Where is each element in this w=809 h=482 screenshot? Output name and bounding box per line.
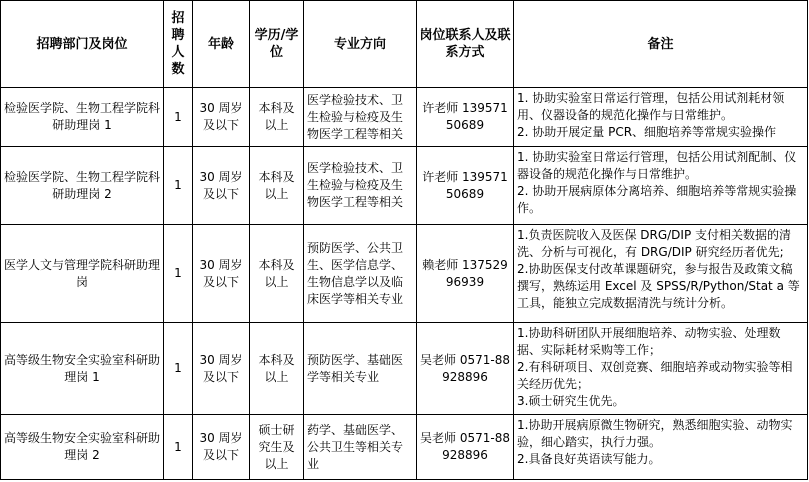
note-line: 2.协助医保支付改革课题研究，参与报告及政策文稿撰写，熟练运用 Excel 及 SPSS/R/Python/Stat a 等工具，能独立完成数据清洗与统计分析。 — [517, 262, 800, 310]
row-dept: 高等级生物安全实验室科研助理岗 2 — [1, 415, 164, 480]
row-major: 医学检验技术、卫生检验与检疫及生物医学工程等相关 — [304, 147, 417, 225]
row-age: 30 周岁及以下 — [193, 147, 250, 225]
note-line: 1.协助开展病原微生物研究，熟悉细胞实验、动物实验，细心踏实，执行力强。 — [517, 418, 793, 449]
row-contact: 许老师 13957150689 — [417, 147, 514, 225]
row-notes — [514, 147, 808, 225]
note-line: 2. 协助开展定量 PCR、细胞培养等常规实验操作 — [517, 125, 777, 139]
row-count: 1 — [164, 147, 193, 225]
row-age: 30 周岁及以下 — [193, 415, 250, 480]
row-notes — [514, 88, 808, 147]
note-line: 2.具备良好英语读写能力。 — [517, 452, 661, 466]
row-contact: 赖老师 13752996939 — [417, 225, 514, 323]
table-row — [1, 323, 808, 415]
row-age: 30 周岁及以下 — [193, 323, 250, 415]
row-edu: 本科及以上 — [250, 147, 304, 225]
note-line: 2. 协助开展病原体分离培养、细胞培养等常规实验操作。 — [517, 184, 797, 215]
row-notes — [514, 225, 808, 323]
row-dept: 检验医学院、生物工程学院科研助理岗 2 — [1, 147, 164, 225]
header-count: 招聘人数 — [164, 1, 193, 88]
table-row — [1, 147, 808, 225]
note-line: 1. 协助实验室日常运行管理，包括公用试剂配制、仪器设备的规范化操作与日常维护。 — [517, 150, 797, 181]
note-line: 3.硕士研究生优先。 — [517, 394, 625, 408]
row-major: 预防医学、公共卫生、医学信息学、生物信息学以及临床医学等相关专业 — [304, 225, 417, 323]
header-major: 专业方向 — [304, 1, 417, 88]
table-row — [1, 225, 808, 323]
row-notes — [514, 415, 808, 480]
row-count: 1 — [164, 88, 193, 147]
row-contact: 许老师 13957150689 — [417, 88, 514, 147]
note-line: 1.负责医院收入及医保 DRG/DIP 支付相关数据的清洗、分析与可视化，有 DRG/DIP 研究经历者优先; — [517, 228, 792, 259]
row-count: 1 — [164, 323, 193, 415]
row-age: 30 周岁及以下 — [193, 225, 250, 323]
table-row — [1, 88, 808, 147]
row-dept: 医学人文与管理学院科研助理岗 — [1, 225, 164, 323]
row-edu: 本科及以上 — [250, 225, 304, 323]
row-major: 药学、基础医学、公共卫生等相关专业 — [304, 415, 417, 480]
note-line: 2.有科研项目、双创竞赛、细胞培养或动物实验等相关经历优先； — [517, 360, 793, 391]
row-edu: 硕士研究生及以上 — [250, 415, 304, 480]
row-count: 1 — [164, 415, 193, 480]
row-edu: 本科及以上 — [250, 88, 304, 147]
row-contact: 吴老师 0571-88928896 — [417, 415, 514, 480]
note-line: 1.协助科研团队开展细胞培养、动物实验、处理数据、实际耗材采购等工作； — [517, 326, 781, 357]
note-line: 1. 协助实验室日常运行管理，包括公用试剂耗材领用、仪器设备的规范化操作与日常维护。 — [517, 91, 785, 122]
row-age: 30 周岁及以下 — [193, 88, 250, 147]
row-dept: 高等级生物安全实验室科研助理岗 1 — [1, 323, 164, 415]
row-contact: 吴老师 0571-88928896 — [417, 323, 514, 415]
header-row — [1, 1, 808, 88]
header-note: 备注 — [514, 1, 808, 88]
row-notes — [514, 323, 808, 415]
row-major: 预防医学、基础医学等相关专业 — [304, 323, 417, 415]
header-edu: 学历/学位 — [250, 1, 304, 88]
row-edu: 本科及以上 — [250, 323, 304, 415]
header-age: 年龄 — [193, 1, 250, 88]
row-count: 1 — [164, 225, 193, 323]
header-dept: 招聘部门及岗位 — [1, 1, 164, 88]
table-row — [1, 415, 808, 480]
row-major: 医学检验技术、卫生检验与检疫及生物医学工程等相关 — [304, 88, 417, 147]
row-dept: 检验医学院、生物工程学院科研助理岗 1 — [1, 88, 164, 147]
header-contact: 岗位联系人及联系方式 — [417, 1, 514, 88]
